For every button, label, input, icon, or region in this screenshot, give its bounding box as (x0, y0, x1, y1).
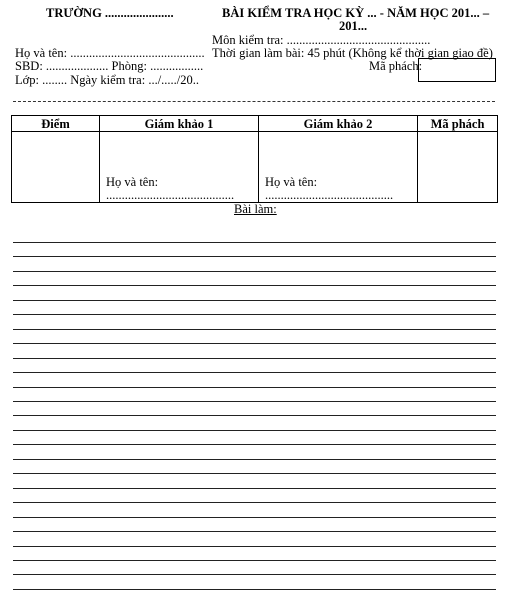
answer-line[interactable] (13, 574, 496, 575)
column-header-judge1: Giám khảo 1 (100, 116, 259, 132)
answer-line[interactable] (13, 444, 496, 445)
judge1-name-dots: ......................................... (106, 188, 235, 202)
subject-field[interactable]: Môn kiểm tra: .............................................. (212, 33, 431, 47)
answer-line[interactable] (13, 459, 496, 460)
answer-line[interactable] (13, 517, 496, 518)
answer-title: Bài làm: (234, 202, 277, 216)
judge1-cell[interactable] (100, 132, 259, 203)
duration-text: Thời gian làm bài: 45 phút (Không kể thời gian giao đề) (212, 46, 493, 60)
answer-line[interactable] (13, 314, 496, 315)
answer-line[interactable] (13, 473, 496, 474)
exam-title-line1: BÀI KIỂM TRA HỌC KỲ ... - NĂM HỌC 201... – (222, 6, 490, 20)
score-table (11, 115, 498, 203)
sbd-room-field[interactable]: SBD: .................... Phòng: ................. (15, 59, 204, 73)
ma-phach-cell[interactable] (418, 132, 498, 203)
exam-title-line2: 201... (339, 19, 368, 33)
answer-line[interactable] (13, 329, 496, 330)
judge2-cell[interactable] (259, 132, 418, 203)
column-header-diem: Điểm (12, 116, 100, 132)
column-header-judge2: Giám khảo 2 (259, 116, 418, 132)
answer-line[interactable] (13, 372, 496, 373)
answer-line[interactable] (13, 488, 496, 489)
answer-line[interactable] (13, 285, 496, 286)
answer-line[interactable] (13, 358, 496, 359)
judge1-name-label: Họ và tên: (106, 175, 159, 189)
column-header-ma-phach: Mã phách (418, 116, 498, 132)
ma-phach-box[interactable] (418, 58, 496, 82)
judge2-name-label: Họ và tên: (265, 175, 318, 189)
answer-line[interactable] (13, 256, 496, 257)
cut-line (13, 101, 495, 102)
answer-line[interactable] (13, 589, 496, 590)
answer-line[interactable] (13, 300, 496, 301)
answer-line[interactable] (13, 560, 496, 561)
answer-line[interactable] (13, 401, 496, 402)
score-cell[interactable] (12, 132, 100, 203)
answer-line[interactable] (13, 242, 496, 243)
answer-line[interactable] (13, 343, 496, 344)
judge2-name-dots: ......................................... (265, 188, 394, 202)
student-name-field[interactable]: Họ và tên: ........................................... (15, 46, 205, 60)
answer-line[interactable] (13, 502, 496, 503)
answer-line[interactable] (13, 531, 496, 532)
answer-line[interactable] (13, 546, 496, 547)
school-name: TRƯỜNG ...................... (46, 6, 174, 20)
class-date-field[interactable]: Lớp: ........ Ngày kiểm tra: .../...../20.. (15, 73, 200, 87)
answer-line[interactable] (13, 430, 496, 431)
answer-line[interactable] (13, 271, 496, 272)
ma-phach-label: Mã phách: (369, 59, 423, 73)
answer-line[interactable] (13, 415, 496, 416)
answer-line[interactable] (13, 387, 496, 388)
